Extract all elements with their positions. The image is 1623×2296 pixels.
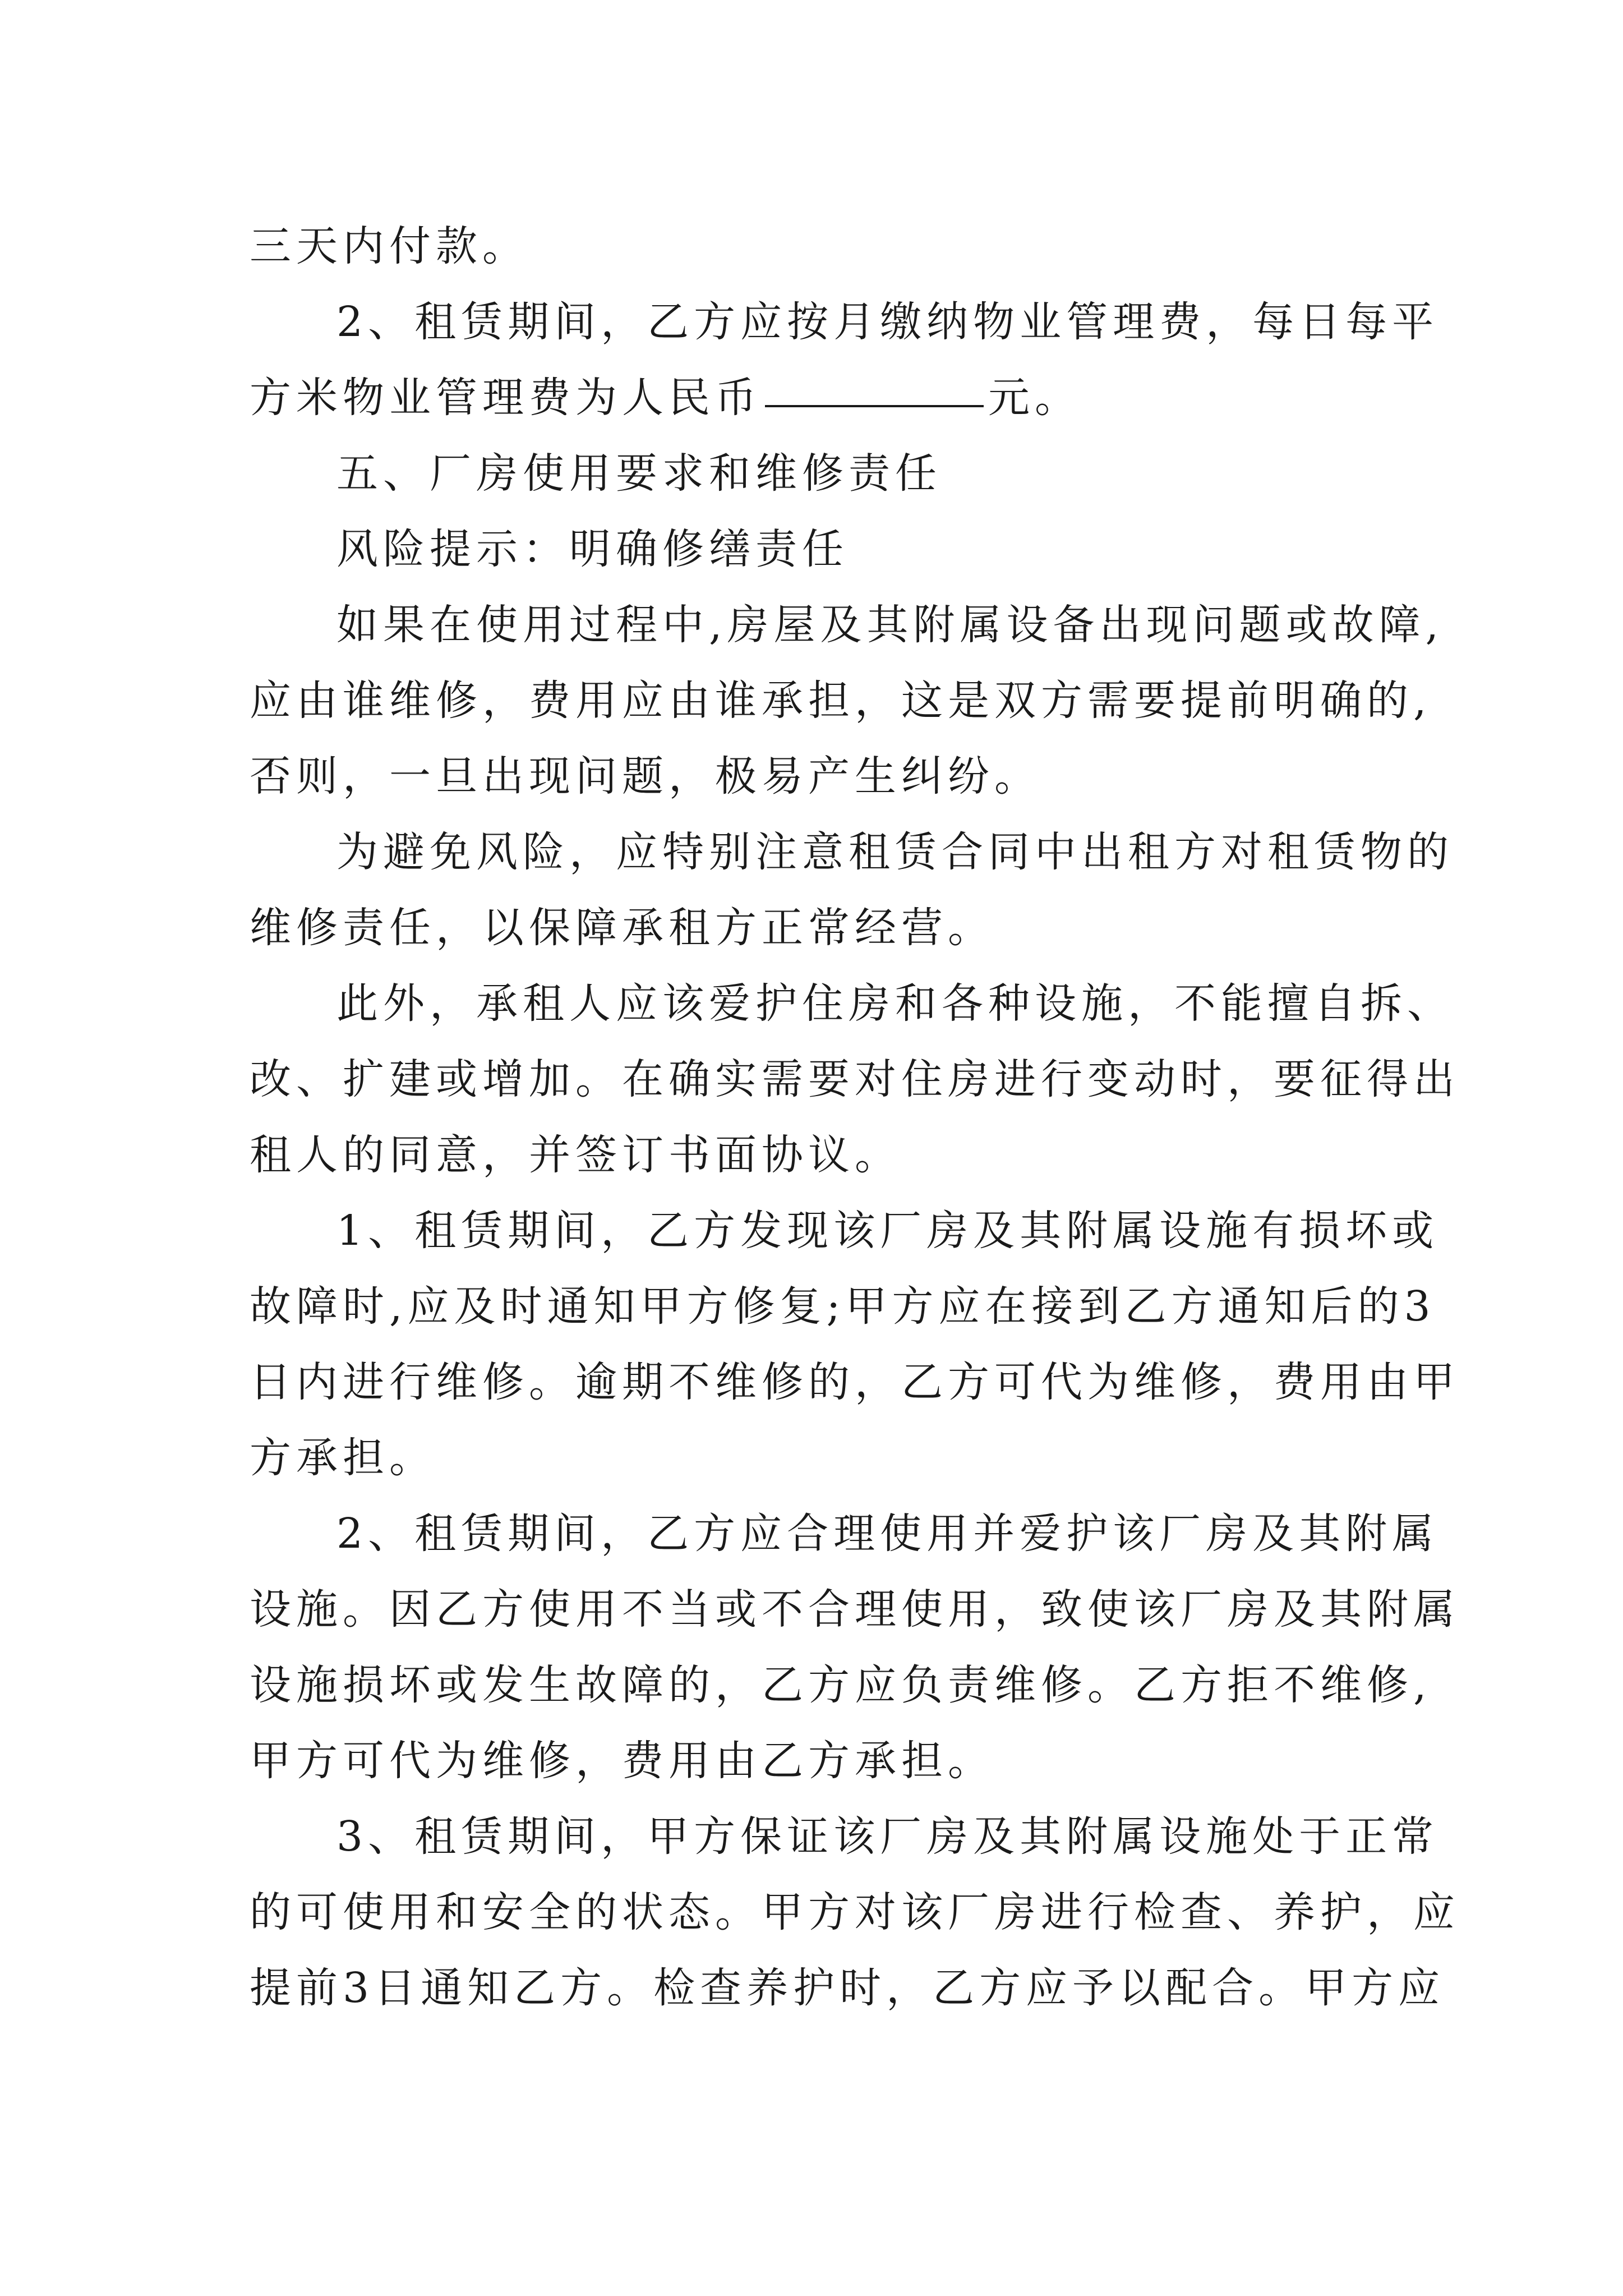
paragraph-line: 故障时,应及时通知甲方修复;甲方应在接到乙方通知后的3 xyxy=(250,1282,1436,1331)
paragraph-line: 应由谁维修，费用应由谁承担，这是双方需要提前明确的, xyxy=(250,677,1432,725)
document-body xyxy=(250,209,1460,2026)
paragraph-line: 3、租赁期间，甲方保证该厂房及其附属设施处于正常 xyxy=(336,1812,1439,1861)
paragraph-line: 方承担。 xyxy=(250,1434,436,1482)
paragraph-line: 如果在使用过程中,房屋及其附属设备出现问题或故障, xyxy=(336,601,1444,649)
paragraph-line: 日内进行维修。逾期不维修的，乙方可代为维修，费用由甲 xyxy=(250,1358,1460,1406)
paragraph-line: 设施损坏或发生故障的，乙方应负责维修。乙方拒不维修, xyxy=(250,1661,1432,1709)
paragraph-line: 改、扩建或增加。在确实需要对住房进行变动时，要征得出 xyxy=(250,1055,1460,1103)
paragraph-line: 2、租赁期间，乙方应按月缴纳物业管理费，每日每平 xyxy=(336,298,1439,346)
paragraph-line: 为避免风险，应特别注意租赁合同中出租方对租赁物的 xyxy=(336,828,1454,876)
paragraph-line: 租人的同意，并签订书面协议。 xyxy=(250,1131,901,1179)
paragraph-line: 三天内付款。 xyxy=(250,222,529,270)
paragraph-line: 提前3日通知乙方。检查养护时，乙方应予以配合。甲方应 xyxy=(250,1964,1445,2012)
paragraph-line: 甲方可代为维修，费用由乙方承担。 xyxy=(250,1737,994,1785)
paragraph-line: 否则，一旦出现问题，极易产生纠纷。 xyxy=(250,752,1041,800)
paragraph-line: 的可使用和安全的状态。甲方对该厂房进行检查、养护，应 xyxy=(250,1888,1460,1936)
paragraph-line: 2、租赁期间，乙方应合理使用并爱护该厂房及其附属 xyxy=(336,1510,1439,1558)
paragraph-line xyxy=(250,360,1382,436)
risk-tip: 风险提示：明确修缮责任 xyxy=(336,525,849,573)
line-text: 元。 xyxy=(988,374,1081,422)
line-text: 方米物业管理费为人民币 xyxy=(250,374,762,422)
fill-in-blank xyxy=(765,404,984,407)
paragraph-line: 设施。因乙方使用不当或不合理使用，致使该厂房及其附属 xyxy=(250,1585,1460,1634)
paragraph-line: 此外，承租人应该爱护住房和各种设施，不能擅自拆、 xyxy=(336,979,1454,1028)
paragraph-line: 维修责任，以保障承租方正常经营。 xyxy=(250,904,994,952)
paragraph-line: 1、租赁期间，乙方发现该厂房及其附属设施有损坏或 xyxy=(336,1207,1439,1255)
section-heading: 五、厂房使用要求和维修责任 xyxy=(336,449,942,498)
